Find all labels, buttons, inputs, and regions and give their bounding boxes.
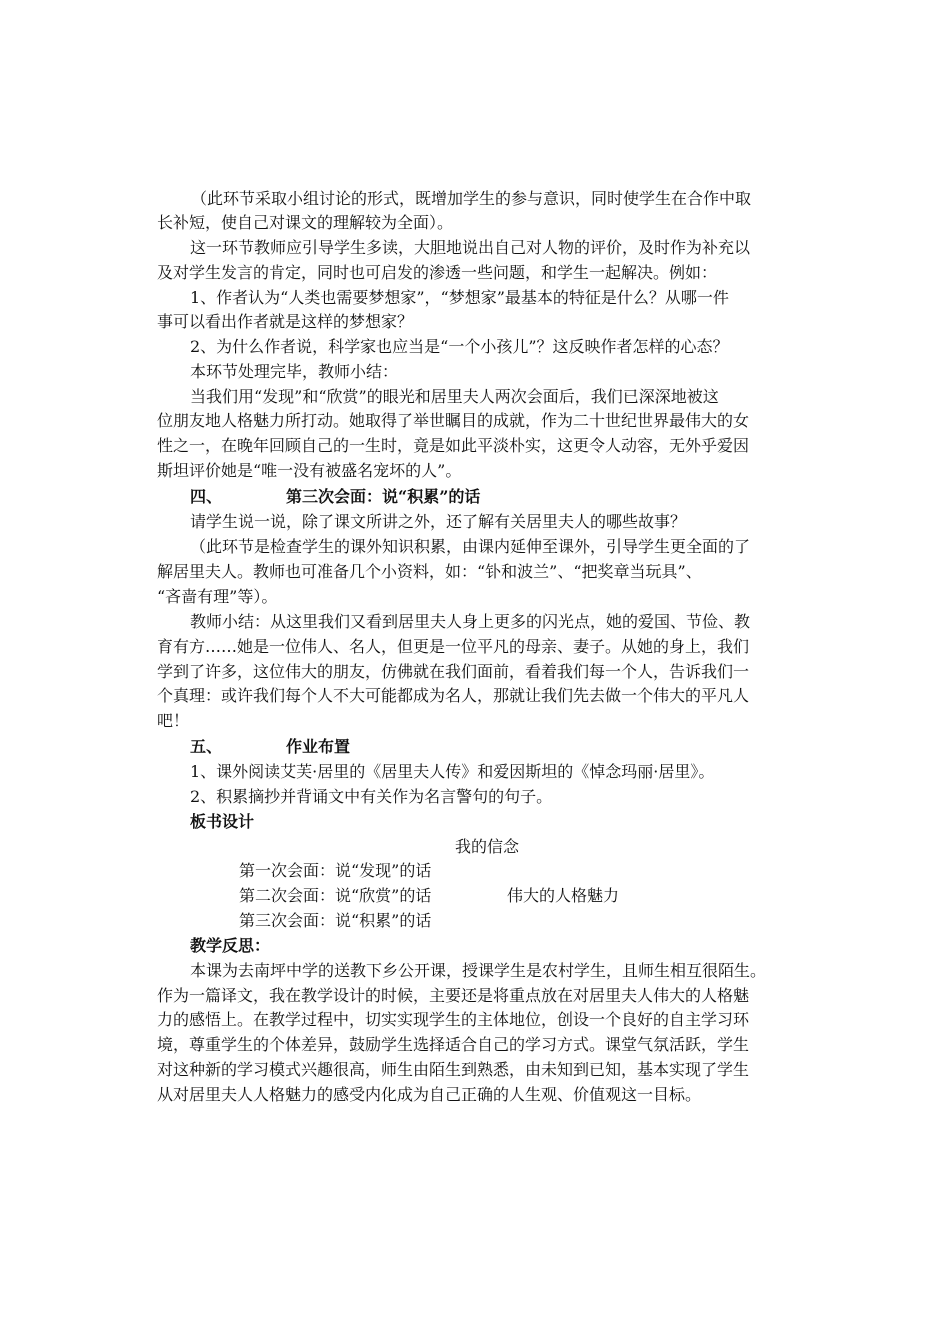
reflection-heading: 教学反思：: [190, 936, 271, 955]
paragraph-line: 学到了许多，这位伟大的朋友，仿佛就在我们面前，看着我们每一个人，告诉我们一: [157, 662, 750, 681]
paragraph-line: 解居里夫人。教师也可准备几个小资料，如：“钋和波兰”、“把奖章当玩具”、: [157, 562, 702, 581]
paragraph-line: 1、课外阅读艾芙·居里的《居里夫人传》和爱因斯坦的《悼念玛丽·居里》。: [190, 762, 715, 781]
paragraph-line: （此环节采取小组讨论的形式，既增加学生的参与意识，同时使学生在合作中取: [191, 189, 752, 208]
section-title: 第三次会面：说“积累”的话: [286, 487, 481, 506]
section-title: 作业布置: [286, 737, 351, 756]
paragraph-line: 斯坦评价她是“唯一没有被盛名宠坏的人”。: [157, 461, 462, 480]
paragraph-line: “吝啬有理”等）。: [157, 587, 278, 606]
paragraph-line: 境，尊重学生的个体差异，鼓励学生选择适合自己的学习方式。课堂气氛活跃，学生: [157, 1035, 750, 1054]
paragraph-line: 对这种新的学习模式兴趣很高，师生由陌生到熟悉，由未知到已知，基本实现了学生: [157, 1060, 750, 1079]
board-item-1: 第一次会面：说“发现”的话: [239, 861, 432, 880]
board-item-3: 第三次会面：说“积累”的话: [239, 911, 432, 930]
paragraph-line: 作为一篇译文，我在教学设计的时候，主要还是将重点放在对居里夫人伟大的人格魅: [157, 986, 750, 1005]
paragraph-line: 请学生说一说，除了课文所讲之外，还了解有关居里夫人的哪些故事？: [190, 512, 687, 531]
section-number: 五、: [190, 737, 223, 756]
paragraph-line: 事可以看出作者就是这样的梦想家？: [157, 312, 414, 331]
paragraph-line: 教师小结：从这里我们又看到居里夫人身上更多的闪光点，她的爱国、节俭、教: [190, 612, 751, 631]
paragraph-line: 当我们用“发现”和“欣赏”的眼光和居里夫人两次会面后，我们已深深地被这: [190, 387, 719, 406]
paragraph-line: 育有方……她是一位伟人、名人，但更是一位平凡的母亲、妻子。从她的身上，我们: [157, 637, 750, 656]
paragraph-line: 力的感悟上。在教学过程中，切实实现学生的主体地位，创设一个良好的自主学习环: [157, 1010, 750, 1029]
paragraph-line: 2、积累摘抄并背诵文中有关作为名言警句的句子。: [190, 787, 553, 806]
board-title: 我的信念: [455, 837, 520, 856]
section-heading-4: [190, 485, 480, 509]
paragraph-line: （此环节是检查学生的课外知识积累，由课内延伸至课外，引导学生更全面的了: [190, 537, 751, 556]
paragraph-line: 性之一，在晚年回顾自己的一生时，竟是如此平淡朴实，这更令人动容，无外乎爱因: [157, 436, 750, 455]
board-item-2: 第二次会面：说“欣赏”的话: [239, 886, 432, 905]
paragraph-line: 本课为去南坪中学的送教下乡公开课，授课学生是农村学生，且师生相互很陌生。: [190, 961, 767, 980]
paragraph-line: 个真理：或许我们每个人不大可能都成为名人，那就让我们先去做一个伟大的平凡人: [157, 686, 750, 705]
paragraph-line: 长补短，使自己对课文的理解较为全面）。: [157, 213, 454, 232]
section-number: 四、: [190, 487, 223, 506]
paragraph-line: 这一环节教师应引导学生多读，大胆地说出自己对人物的评价，及时作为补充以: [190, 238, 751, 257]
section-heading-5: [190, 735, 350, 759]
paragraph-line: 1、作者认为“人类也需要梦想家”，“梦想家”最基本的特征是什么？从哪一件: [190, 288, 729, 307]
paragraph-line: 从对居里夫人人格魅力的感受内化成为自己正确的人生观、价值观这一目标。: [157, 1085, 702, 1104]
paragraph-line: 本环节处理完毕，教师小结：: [190, 362, 399, 381]
paragraph-line: 及对学生发言的肯定，同时也可启发的渗透一些问题，和学生一起解决。例如：: [157, 263, 718, 282]
paragraph-line: 2、为什么作者说，科学家也应当是“一个小孩儿”？这反映作者怎样的心态？: [190, 337, 729, 356]
board-design-heading: 板书设计: [190, 812, 255, 831]
board-summary: 伟大的人格魅力: [507, 886, 620, 905]
paragraph-line: 位朋友地人格魅力所打动。她取得了举世瞩目的成就，作为二十世纪世界最伟大的女: [157, 411, 750, 430]
paragraph-line: 吧！: [157, 711, 190, 730]
